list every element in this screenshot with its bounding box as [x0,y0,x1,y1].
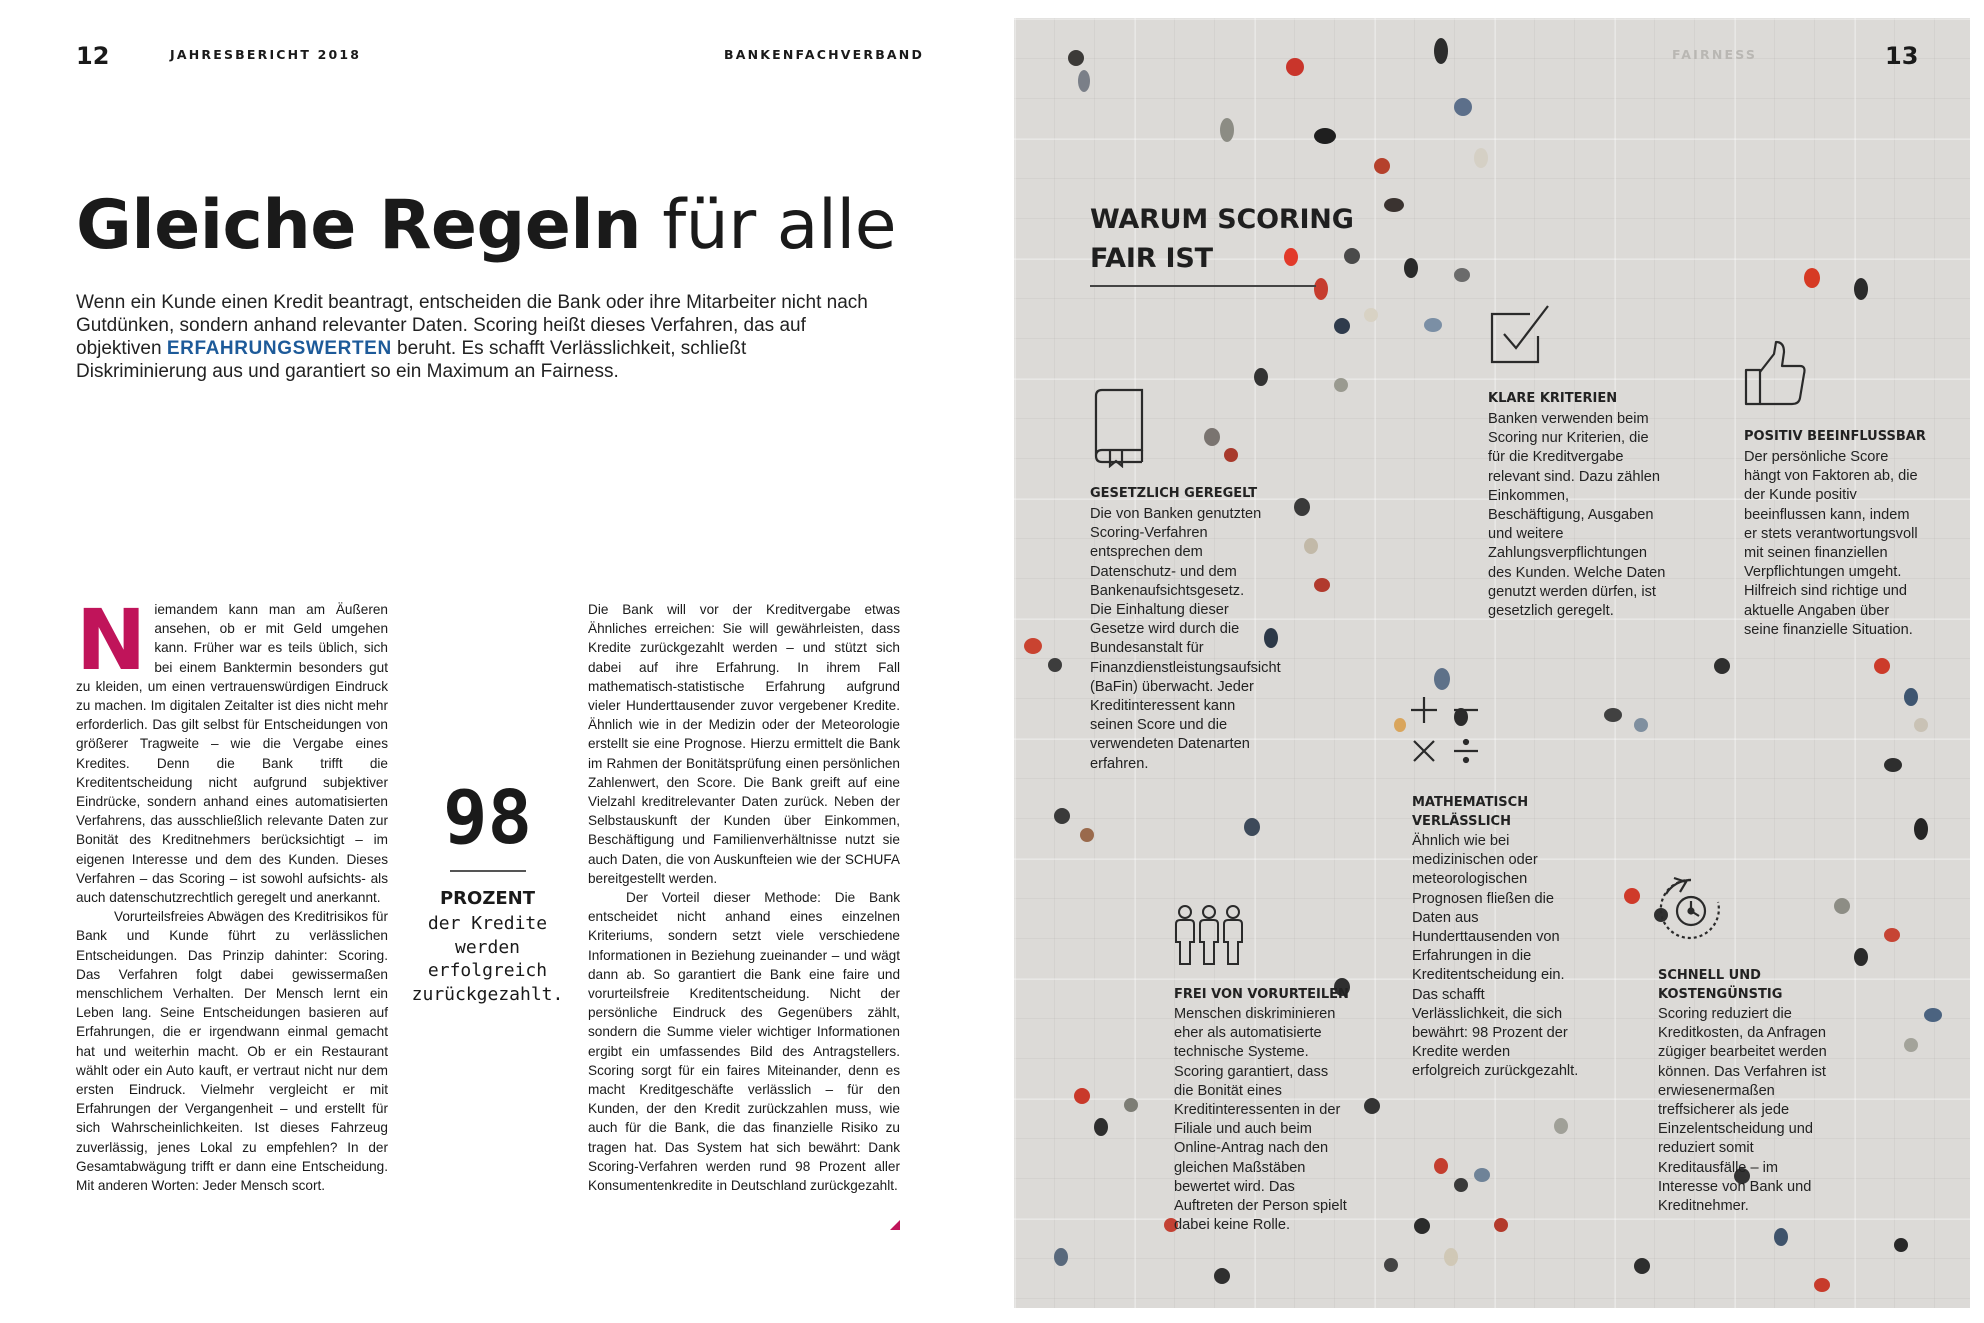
box-title-rule [1090,285,1316,287]
headline-light: für alle [662,186,897,265]
box-title [1090,200,1354,278]
col1-paragraph-1: iemandem kann man am Äußeren ansehen, ob er mit Geld umgehen kann. Früher war es teils üblich, sich bei einem Banktermin besonders gut zu kleiden, um einen vertrauenswürdigen Eindruck zu machen. Im digitalen Zeitalter ist dies nicht mehr erforderlich. Das gilt selbst für Entscheidungen von größerer Tragweite – wie die Vergabe eines Kredites. Denn die Bank trifft die Kreditentscheidung nicht aufgrund subjektiver Eindrücke, sondern anhand eines automatisierten Verfahrens, das ausschließlich relevante Daten zur Bonität des Kreditnehmers berücksichtigt – im eigenen Interesse und dem des Kunden. Dieses Verfahren – das Scoring – ist sowohl aufsichts- als auch datenschutzrechtlich geregelt und anerkannt. [76,602,388,906]
math-operators-icon [1410,695,1480,771]
page-number-right: 13 [1885,42,1919,70]
box-title-line-2: FAIR IST [1090,243,1213,274]
feature-title-2: KLARE KRITERIEN [1488,391,1618,406]
section-label: FAIRNESS [1672,47,1758,62]
stat-number: 98 [442,775,533,861]
running-head: JAHRESBERICHT 2018 [170,47,362,62]
drop-cap: N [76,591,147,689]
intro-text-before: Wenn ein Kunde einen Kredit beantragt, entscheiden die Bank oder ihre Mitarbeiter nicht nach Gutdünken, sondern anhand relevanter Daten. Scoring heißt dieses Verfahren, das auf objektiven [76,292,868,359]
feature-text-1: Die von Banken genutzten Scoring-Verfahren entsprechen dem Datenschutz- und dem Bankenaufsichtsgesetz. Die Einhaltung dieser Gesetze wird durch die Bundesanstalt für Finanzdienstleistungsaufsicht (BaFin) überwacht. Jeder Kreditinteressent kann seinen Score und die verwendeten Datenarten erfahren. [1090,506,1281,772]
feature-text-4: Ähnlich wie bei medizinischen oder meteorologischen Prognosen fließen die Daten aus Hunderttausenden von Erfahrungen in die Kreditentscheidung ein. Das schafft Verlässlichkeit, die sich bewährt: 98 Prozent der Kredite werden erfolgreich zurückgezahlt. [1412,833,1579,1080]
publisher-name: BANKENFACHVERBAND [724,47,925,62]
box-title-line-1: WARUM SCORING [1090,204,1354,235]
checkbox-icon [1488,302,1552,366]
feature-text-2: Banken verwenden beim Scoring nur Kriterien, die für die Kreditvergabe relevant sind. Dazu zählen Einkommen, Beschäftigung, Ausgaben und weitere Zahlungsverpflichtungen des Kunden. Welche Daten genutzt werden dürfen, ist gesetzlich geregelt. [1488,411,1666,620]
intro-paragraph [76,291,876,383]
body-column-2 [588,600,900,1195]
intro-highlight: ERFAHRUNGSWERTEN [166,338,392,359]
col1-paragraph-2: Vorurteilsfreies Abwägen des Kreditrisikos für Bank und Kunde führt zu verlässlichen Entscheidungen. Das Prinzip dahinter: Scoring. Das Verfahren folgt dabei gewissermaßen menschlichem Verhalten. Der Mensch lernt ein Leben lang. Seine Entscheidungen basieren auf Erfahrungen, die er irgendwann einmal gemacht hat und weiterhin macht. Ob er ein Restaurant wählt oder ein Auto kauft, er vertraut nicht nur dem ersten Eindruck. Vielmehr vergleicht er mit Erfahrungen der Vergangenheit – und erstellt für sich Wahrscheinlichkeiten. Ist dieses Fahrzeug zuverlässig, jenes Lokal zu empfehlen? In der Gesamtabwägung trifft er dann eine Entscheidung. Mit anderen Worten: Jeder Mensch scort. [76,909,388,1194]
end-mark-icon [890,1220,900,1230]
page-number-left: 12 [76,42,110,70]
intro-text-after: beruht. Es schafft Verlässlichkeit, schließt Diskriminierung aus und garantiert so ein Maximum an Fairness. [76,338,747,382]
people-icon [1174,904,1244,966]
feature-title-1: GESETZLICH GEREGELT [1090,486,1258,501]
thumbs-up-icon [1744,340,1808,408]
stat-divider [450,870,526,872]
body-column-1 [76,591,388,1195]
col2-paragraph-2: Der Vorteil dieser Methode: Die Bank entscheidet nicht anhand eines einzelnen Kriteriums, sondern setzt viele verschiedene Informationen in Beziehung zueinander – und wägt dann ab. So garantiert die Bank eine faire und vorurteilsfreie Kreditentscheidung. Nicht der persönliche Eindruck des Gegenübers zählt, sondern die Summe vieler wichtiger Informationen ergibt ein umfassendes Bild des Antragstellers. Scoring sorgt für ein faires Miteinander, denn es macht Kreditgeschäfte verlässlich – für den Kunden, der den Kredit zurückzahlen muss, wie auch für die Bank, die das finanzielle Risiko zu tragen hat. Das System hat sich bewährt: Dank Scoring-Verfahren werden rund 98 Prozent aller Konsumentenkredite in Deutschland zurückgezahlt. [588,890,900,1194]
headline-bold: Gleiche Regeln [76,186,642,265]
feature-text-3: Der persönliche Score hängt von Faktoren ab, die der Kunde positiv beeinflussen kann, indem er stets verantwortungsvoll mit seinen finanziellen Verpflichtungen umgeht. Hilfreich sind richtige und aktuelle Angaben über seine finanzielle Situation. [1744,449,1918,638]
feature-title-4: MATHEMATISCH VERLÄSSLICH [1412,795,1529,829]
feature-text-5: Menschen diskriminieren eher als automatisierte technische Systeme. Scoring garantiert, dass die Bonität eines Kreditinteressenten in der Filiale und auch beim Online-Antrag nach den gleichen Maßstäben bewertet wird. Das Auftreten der Person spielt dabei keine Rolle. [1174,1006,1347,1234]
stat-text: der Kredite werden erfolgreich zurückgezahlt. [411,913,564,1005]
col2-paragraph-1: Die Bank will vor der Kreditvergabe etwas Ähnliches erreichen: Sie will gewährleisten, dass Kredite zurückgezahlt werden – und stützt sich dabei auf ihre Erfahrung. In ihrem Fall mathematisch-statistische Erfahrung aufgrund vieler Hunderttausender zuvor vergebener Kredite. Ähnlich wie in der Medizin oder der Meteorologie erstellt sie eine Prognose. Hierzu ermittelt die Bank im Rahmen der Bonitätsprüfung einen persönlichen Zahlenwert, den Score. Die Bank greift auf eine Vielzahl kreditrelevanter Daten zurück. Neben der Selbstauskunft der Kunden über Einkommen, Beschäftigung und Familienverhältnisse nutzt sie auch Daten, die von Auskunfteien wie der SCHUFA bereitgestellt werden. [588,602,900,886]
feature-title-6: SCHNELL UND KOSTENGÜNSTIG [1658,968,1783,1002]
headline [76,186,896,266]
stopwatch-icon [1656,874,1726,944]
book-icon [1090,388,1150,468]
stat-label: PROZENT [439,888,536,909]
feature-text-6: Scoring reduziert die Kreditkosten, da Anfragen zügiger bearbeitet werden können. Das Verfahren ist erwiesenermaßen treffsicherer als jede Einzelentscheidung und reduziert somit Kreditausfälle – im Interesse von Bank und Kreditnehmer. [1658,1006,1827,1215]
feature-title-5: FREI VON VORURTEILEN [1174,987,1349,1002]
feature-title-3: POSITIV BEEINFLUSSBAR [1744,429,1926,444]
